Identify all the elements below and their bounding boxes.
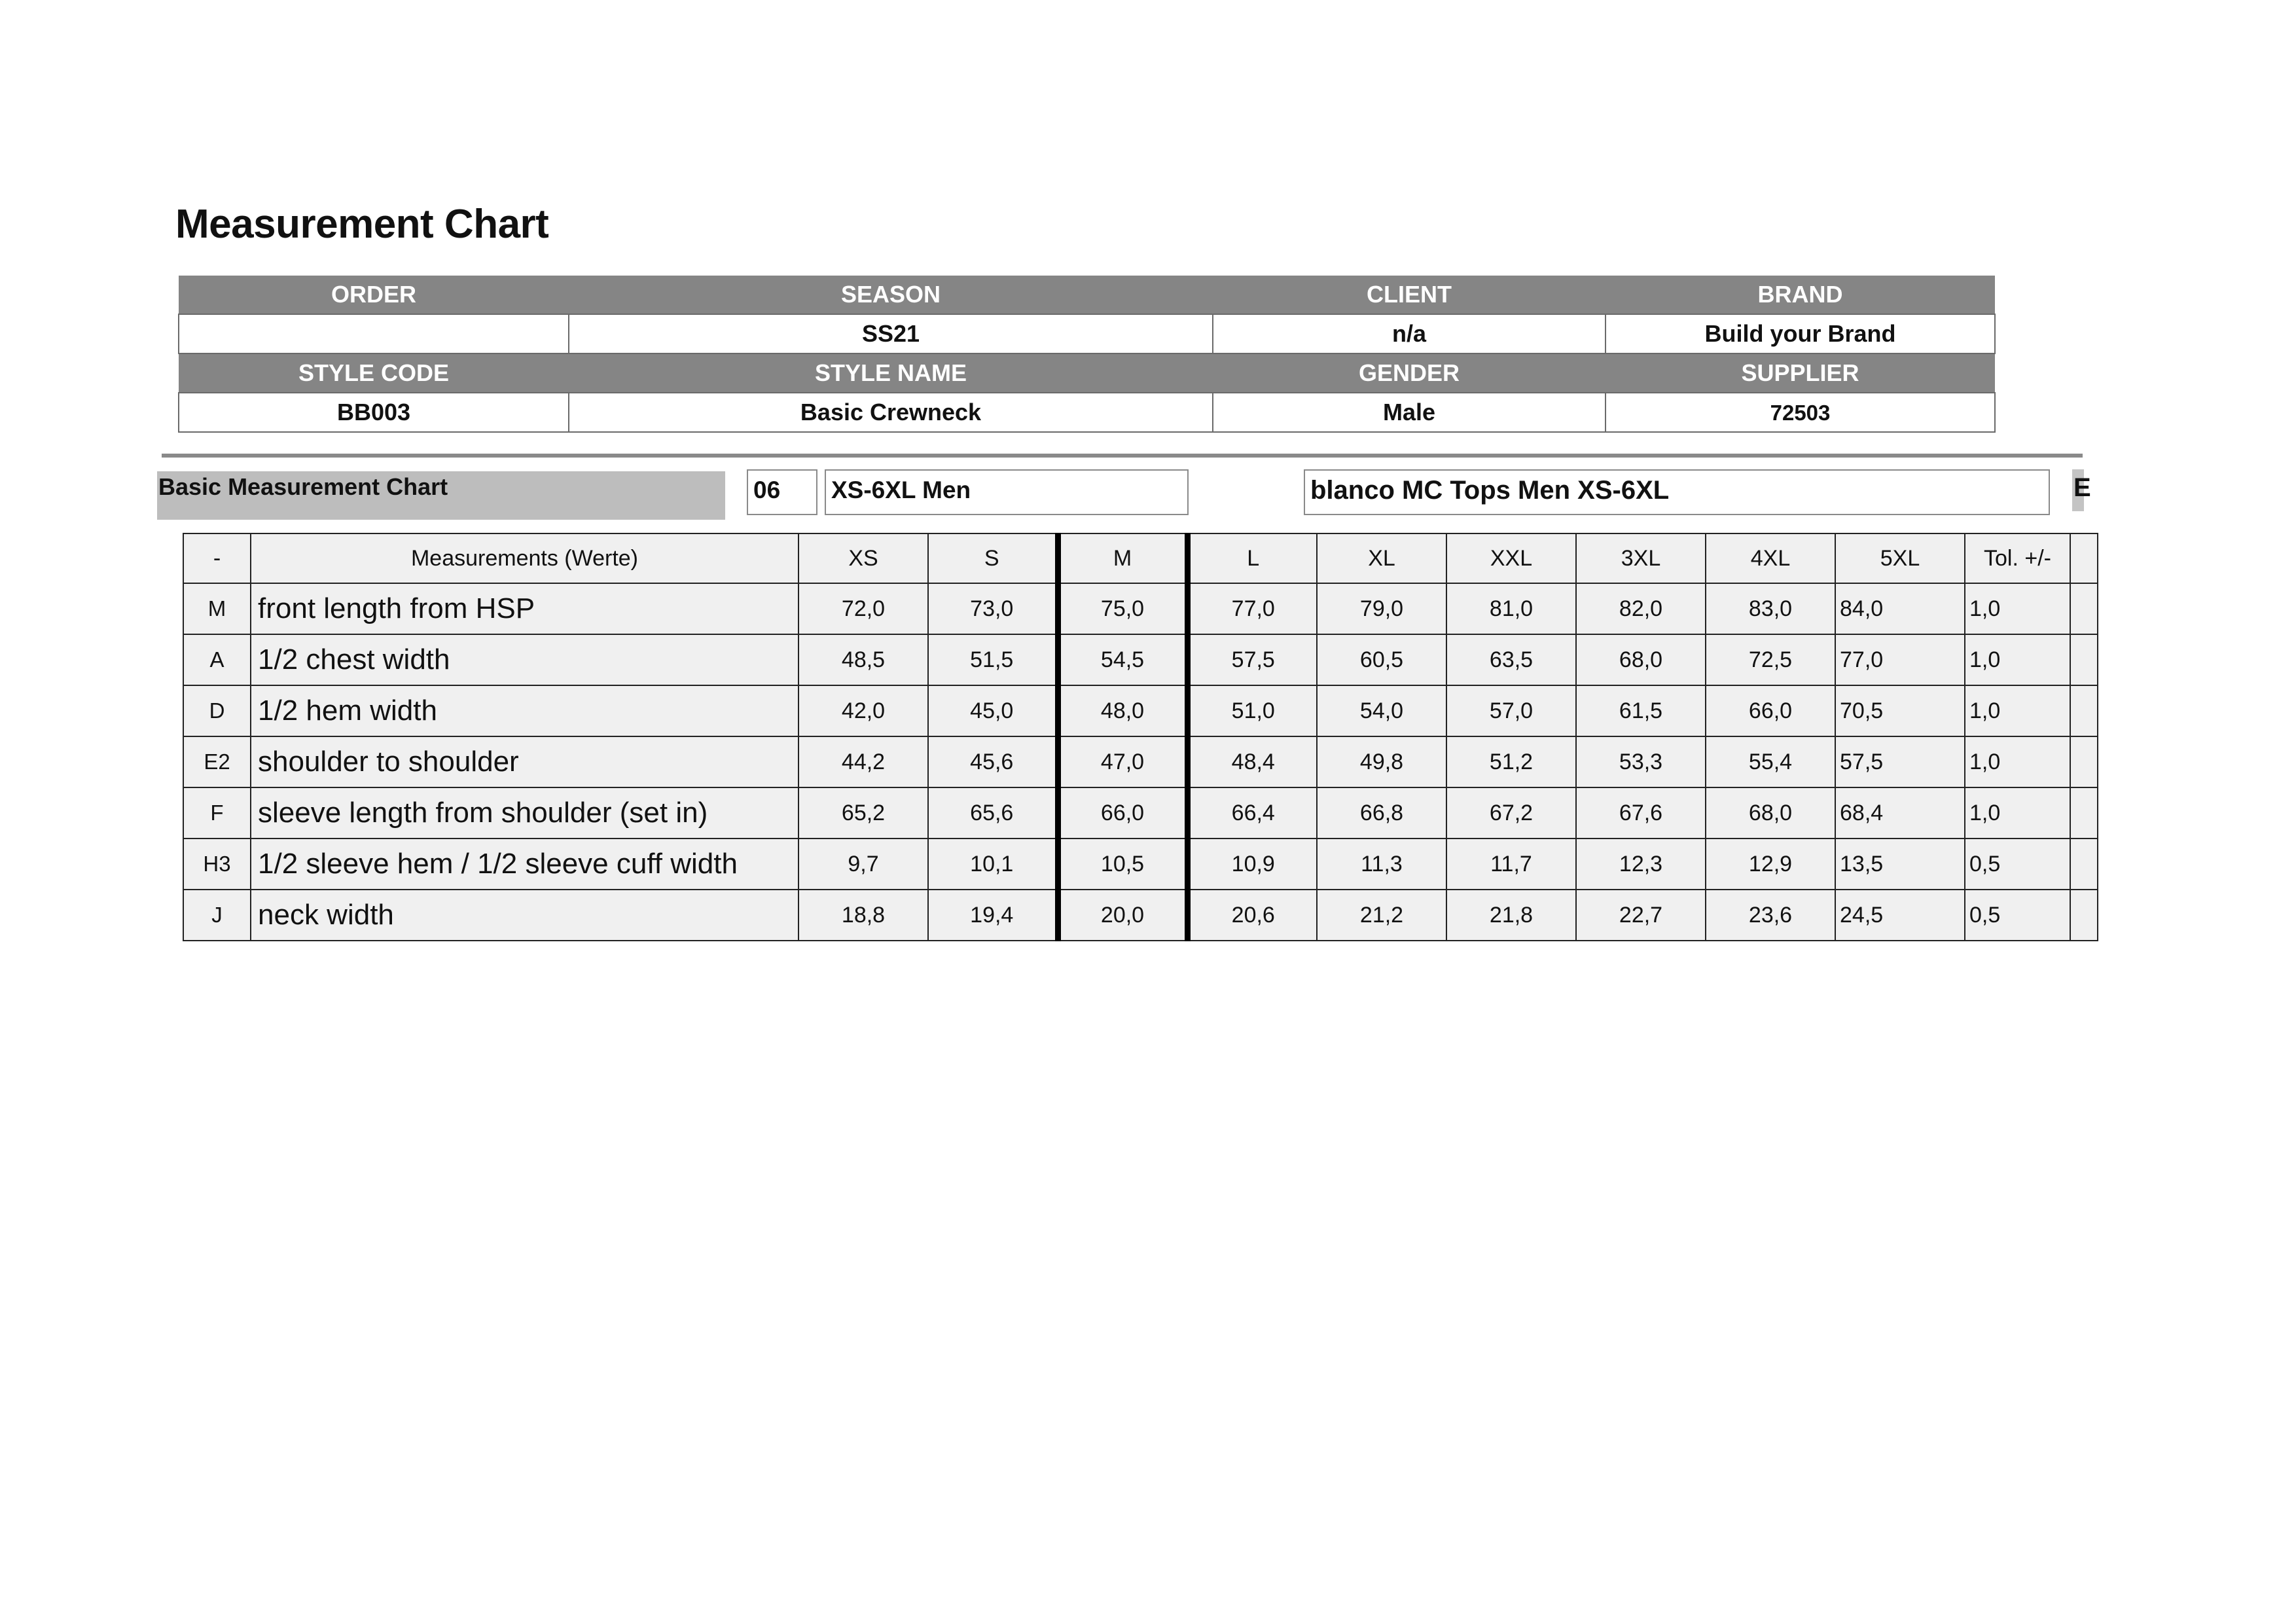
- measurement-value-cell: 10,1: [928, 839, 1058, 890]
- col-header-xxl: XXL: [1446, 533, 1576, 583]
- measurement-value-cell: 75,0: [1058, 583, 1187, 634]
- cut-off-cell: [2070, 839, 2098, 890]
- measurement-value-cell: 45,6: [928, 736, 1058, 787]
- measurement-value-cell: 60,5: [1317, 634, 1446, 685]
- measurement-value-cell: 66,8: [1317, 787, 1446, 839]
- measurement-value-cell: 68,0: [1576, 634, 1706, 685]
- info-value-brand: Build your Brand: [1605, 314, 1995, 353]
- measurement-name-cell: shoulder to shoulder: [251, 736, 798, 787]
- measurement-value-cell: 54,5: [1058, 634, 1187, 685]
- measurement-value-cell: 79,0: [1317, 583, 1446, 634]
- measurement-value-cell: 81,0: [1446, 583, 1576, 634]
- col-header-tolerance: Tol. +/-: [1965, 533, 2070, 583]
- chart-code-field: 06: [747, 469, 817, 515]
- measurement-value-cell: 84,0: [1835, 583, 1965, 634]
- info-header-supplier: SUPPLIER: [1605, 353, 1995, 393]
- cut-off-cell: [2070, 736, 2098, 787]
- info-value-supplier: 72503: [1605, 393, 1995, 432]
- measurement-value-cell: 48,0: [1058, 685, 1187, 736]
- measurement-value-cell: 47,0: [1058, 736, 1187, 787]
- col-header-cut-off: [2070, 533, 2098, 583]
- col-header-xl: XL: [1317, 533, 1446, 583]
- measurement-value-cell: 77,0: [1835, 634, 1965, 685]
- measurement-value-cell: 66,0: [1706, 685, 1835, 736]
- col-header-code: -: [183, 533, 251, 583]
- tolerance-cell: 1,0: [1965, 787, 2070, 839]
- cut-off-cell: [2070, 583, 2098, 634]
- measurement-value-cell: 48,5: [798, 634, 928, 685]
- measurement-value-cell: 68,0: [1706, 787, 1835, 839]
- measurement-value-cell: 44,2: [798, 736, 928, 787]
- measurement-value-cell: 12,9: [1706, 839, 1835, 890]
- measurement-name-cell: neck width: [251, 890, 798, 941]
- measurement-value-cell: 66,0: [1058, 787, 1187, 839]
- measurement-value-cell: 70,5: [1835, 685, 1965, 736]
- measurement-value-cell: 63,5: [1446, 634, 1576, 685]
- order-info-table: [178, 276, 1996, 433]
- measurement-code-cell: M: [183, 583, 251, 634]
- col-header-3xl: 3XL: [1576, 533, 1706, 583]
- info-header-order: ORDER: [179, 276, 569, 314]
- measurement-value-cell: 66,4: [1187, 787, 1317, 839]
- cut-off-cell: [2070, 685, 2098, 736]
- measurement-code-cell: D: [183, 685, 251, 736]
- info-header-row-1: [179, 276, 1995, 314]
- page-title: Measurement Chart: [175, 202, 549, 247]
- measurement-value-cell: 20,6: [1187, 890, 1317, 941]
- measurement-value-cell: 72,5: [1706, 634, 1835, 685]
- measurement-value-cell: 65,6: [928, 787, 1058, 839]
- info-value-style-name: Basic Crewneck: [569, 393, 1213, 432]
- col-header-4xl: 4XL: [1706, 533, 1835, 583]
- measurement-code-cell: H3: [183, 839, 251, 890]
- measurement-value-cell: 68,4: [1835, 787, 1965, 839]
- table-row: [183, 890, 2098, 941]
- info-value-season: SS21: [569, 314, 1213, 353]
- cut-off-cell: [2070, 634, 2098, 685]
- measurement-value-cell: 65,2: [798, 787, 928, 839]
- measurement-value-cell: 53,3: [1576, 736, 1706, 787]
- info-header-client: CLIENT: [1213, 276, 1605, 314]
- measurement-value-cell: 21,8: [1446, 890, 1576, 941]
- measurement-code-cell: A: [183, 634, 251, 685]
- measurement-value-cell: 9,7: [798, 839, 928, 890]
- measurement-value-cell: 10,5: [1058, 839, 1187, 890]
- col-header-5xl: 5XL: [1835, 533, 1965, 583]
- measurement-value-cell: 22,7: [1576, 890, 1706, 941]
- measurement-header-row: [183, 533, 2098, 583]
- tolerance-cell: 1,0: [1965, 685, 2070, 736]
- info-value-style-code: BB003: [179, 393, 569, 432]
- measurement-value-cell: 20,0: [1058, 890, 1187, 941]
- measurement-value-cell: 54,0: [1317, 685, 1446, 736]
- table-row: [183, 685, 2098, 736]
- measurement-table: [183, 533, 2098, 941]
- info-value-gender: Male: [1213, 393, 1605, 432]
- measurement-value-cell: 21,2: [1317, 890, 1446, 941]
- measurement-value-cell: 42,0: [798, 685, 928, 736]
- col-header-measurement: Measurements (Werte): [251, 533, 798, 583]
- measurement-name-cell: 1/2 hem width: [251, 685, 798, 736]
- info-value-client: n/a: [1213, 314, 1605, 353]
- info-header-style-code: STYLE CODE: [179, 353, 569, 393]
- size-range-field: XS-6XL Men: [825, 469, 1189, 515]
- measurement-value-cell: 11,7: [1446, 839, 1576, 890]
- measurement-value-cell: 51,2: [1446, 736, 1576, 787]
- tolerance-cell: 1,0: [1965, 736, 2070, 787]
- measurement-value-cell: 57,0: [1446, 685, 1576, 736]
- table-row: [183, 583, 2098, 634]
- table-row: [183, 736, 2098, 787]
- measurement-value-cell: 24,5: [1835, 890, 1965, 941]
- measurement-name-cell: 1/2 chest width: [251, 634, 798, 685]
- measurement-value-cell: 13,5: [1835, 839, 1965, 890]
- measurement-value-cell: 19,4: [928, 890, 1058, 941]
- measurement-value-cell: 51,0: [1187, 685, 1317, 736]
- col-header-m: M: [1058, 533, 1187, 583]
- info-value-row-2: [179, 393, 1995, 432]
- measurement-value-cell: 45,0: [928, 685, 1058, 736]
- col-header-l: L: [1187, 533, 1317, 583]
- tolerance-cell: 0,5: [1965, 890, 2070, 941]
- info-header-row-2: [179, 353, 1995, 393]
- tolerance-cell: 1,0: [1965, 583, 2070, 634]
- measurement-value-cell: 67,6: [1576, 787, 1706, 839]
- measurement-value-cell: 77,0: [1187, 583, 1317, 634]
- measurement-value-cell: 11,3: [1317, 839, 1446, 890]
- info-header-brand: BRAND: [1605, 276, 1995, 314]
- measurement-value-cell: 10,9: [1187, 839, 1317, 890]
- measurement-code-cell: J: [183, 890, 251, 941]
- table-row: [183, 787, 2098, 839]
- cut-off-cell: [2070, 890, 2098, 941]
- measurement-name-cell: 1/2 sleeve hem / 1/2 sleeve cuff width: [251, 839, 798, 890]
- col-header-s: S: [928, 533, 1058, 583]
- measurement-value-cell: 48,4: [1187, 736, 1317, 787]
- measurement-value-cell: 51,5: [928, 634, 1058, 685]
- measurement-value-cell: 67,2: [1446, 787, 1576, 839]
- table-row: [183, 634, 2098, 685]
- info-header-style-name: STYLE NAME: [569, 353, 1213, 393]
- tolerance-cell: 1,0: [1965, 634, 2070, 685]
- section-divider: [162, 454, 2083, 458]
- table-row: [183, 839, 2098, 890]
- measurement-value-cell: 23,6: [1706, 890, 1835, 941]
- measurement-table-viewport: [183, 533, 2084, 941]
- measurement-value-cell: 82,0: [1576, 583, 1706, 634]
- cut-off-cell: [2070, 787, 2098, 839]
- measurement-value-cell: 72,0: [798, 583, 928, 634]
- col-header-xs: XS: [798, 533, 928, 583]
- cut-off-field: E: [2072, 469, 2084, 511]
- info-value-order: [179, 314, 569, 353]
- measurement-value-cell: 73,0: [928, 583, 1058, 634]
- measurement-name-cell: sleeve length from shoulder (set in): [251, 787, 798, 839]
- measurement-value-cell: 49,8: [1317, 736, 1446, 787]
- info-value-row-1: [179, 314, 1995, 353]
- measurement-code-cell: E2: [183, 736, 251, 787]
- measurement-value-cell: 83,0: [1706, 583, 1835, 634]
- measurement-name-cell: front length from HSP: [251, 583, 798, 634]
- info-header-gender: GENDER: [1213, 353, 1605, 393]
- tolerance-cell: 0,5: [1965, 839, 2070, 890]
- measurement-code-cell: F: [183, 787, 251, 839]
- measurement-rows: [183, 583, 2098, 941]
- info-header-season: SEASON: [569, 276, 1213, 314]
- chart-label: Basic Measurement Chart: [157, 471, 725, 520]
- measurement-value-cell: 18,8: [798, 890, 928, 941]
- measurement-value-cell: 57,5: [1835, 736, 1965, 787]
- measurement-value-cell: 61,5: [1576, 685, 1706, 736]
- measurement-value-cell: 55,4: [1706, 736, 1835, 787]
- measurement-value-cell: 57,5: [1187, 634, 1317, 685]
- chart-description-field: blanco MC Tops Men XS-6XL: [1304, 469, 2050, 515]
- measurement-value-cell: 12,3: [1576, 839, 1706, 890]
